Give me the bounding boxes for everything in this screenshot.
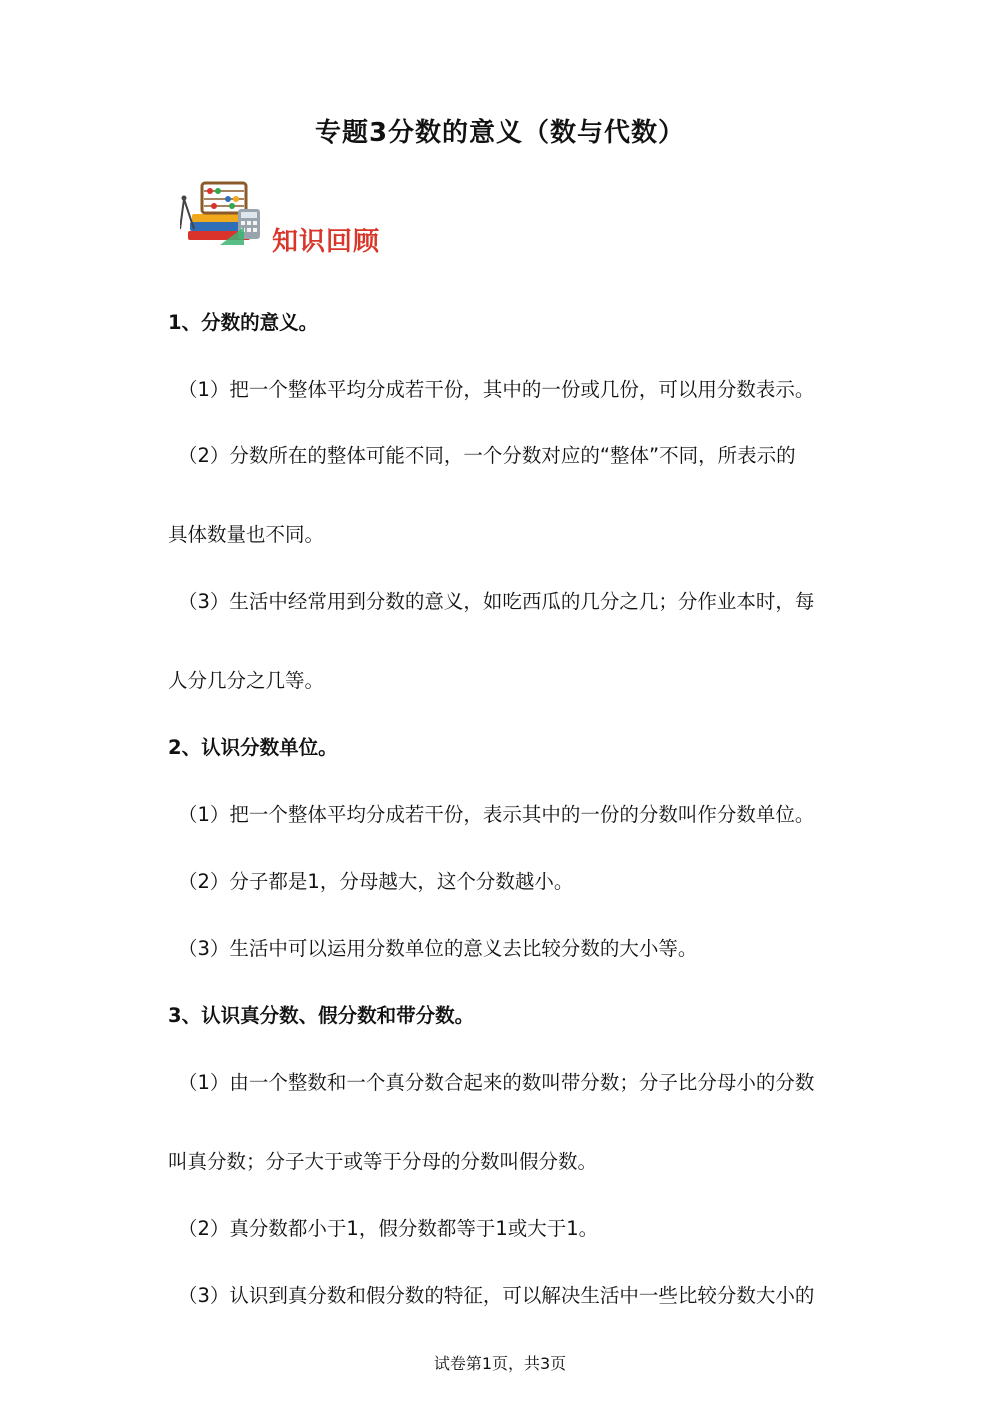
- section-heading: 2、认识分数单位。: [168, 736, 338, 759]
- page-title: 专题3分数的意义（数与代数）: [314, 118, 686, 148]
- list-item-continuation: 具体数量也不同。: [168, 523, 325, 546]
- section-heading: 1、分数的意义。: [168, 311, 319, 334]
- list-item-continuation: 叫真分数；分子大于或等于分母的分数叫假分数。: [168, 1150, 598, 1173]
- stationery-illustration-icon: [180, 175, 270, 255]
- list-item: （2）分子都是1，分母越大，这个分数越小。: [178, 870, 574, 893]
- section-heading: 3、认识真分数、假分数和带分数。: [168, 1004, 475, 1027]
- list-item: （3）认识到真分数和假分数的特征，可以解决生活中一些比较分数大小的: [178, 1284, 815, 1307]
- knowledge-review-label: 知识回顾: [272, 227, 381, 257]
- list-item: （2）分数所在的整体可能不同，一个分数对应的“整体”不同，所表示的: [178, 444, 796, 467]
- list-item-continuation: 人分几分之几等。: [168, 669, 325, 692]
- list-item: （3）生活中经常用到分数的意义，如吃西瓜的几分之几；分作业本时，每: [178, 590, 815, 613]
- list-item: （3）生活中可以运用分数单位的意义去比较分数的大小等。: [178, 937, 698, 960]
- list-item: （1）由一个整数和一个真分数合起来的数叫带分数；分子比分母小的分数: [178, 1071, 815, 1094]
- list-item: （1）把一个整体平均分成若干份，其中的一份或几份，可以用分数表示。: [178, 378, 815, 401]
- list-item: （1）把一个整体平均分成若干份，表示其中的一份的分数叫作分数单位。: [178, 803, 815, 826]
- list-item: （2）真分数都小于1，假分数都等于1或大于1。: [178, 1217, 599, 1240]
- page-footer: 试卷第1页，共3页: [433, 1354, 567, 1373]
- knowledge-review-banner: [180, 175, 400, 260]
